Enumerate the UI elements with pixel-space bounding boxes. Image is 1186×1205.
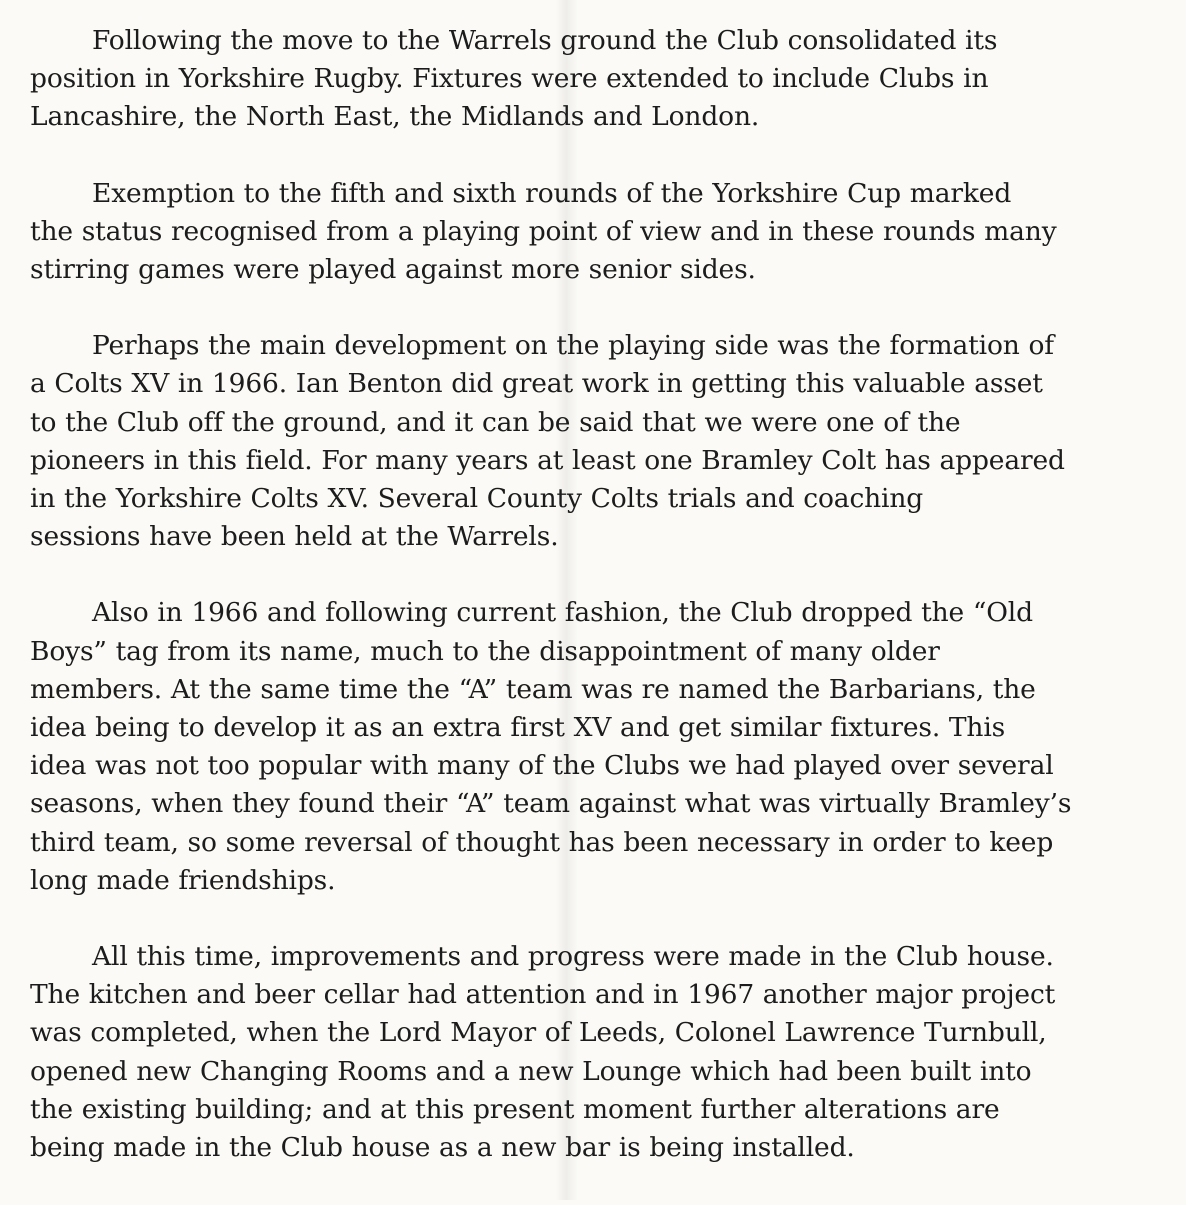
text-line: the existing building; and at this present moment further alterations are — [30, 1093, 1000, 1125]
text-line: in the Yorkshire Colts XV. Several County Colts trials and coaching — [30, 483, 924, 515]
paragraph-colts-xv — [30, 327, 1160, 556]
text-line: All this time, improvements and progress were made in the Club house. — [92, 941, 1054, 973]
paragraph-yorkshire-cup — [30, 175, 1160, 290]
text-line: being made in the Club house as a new bar is being installed. — [30, 1132, 855, 1164]
text-line: Exemption to the fifth and sixth rounds of the Yorkshire Cup marked — [92, 177, 1012, 209]
paragraph-club-house — [30, 938, 1160, 1167]
text-line: third team, so some reversal of thought has been necessary in order to keep — [30, 826, 1054, 858]
text-line: Also in 1966 and following current fashion, the Club dropped the “Old — [92, 597, 1033, 629]
text-line: Following the move to the Warrels ground the Club consolidated its — [92, 25, 998, 56]
text-line: long made friendships. — [30, 864, 336, 896]
text-line: the status recognised from a playing point of view and in these rounds many — [30, 215, 1057, 247]
text-line: Lancashire, the North East, the Midlands and London. — [30, 101, 760, 133]
text-line: The kitchen and beer cellar had attention and in 1967 another major project — [30, 979, 1056, 1011]
body-text — [30, 22, 1160, 1205]
text-line: sessions have been held at the Warrels. — [30, 521, 559, 553]
text-line: stirring games were played against more senior sides. — [30, 254, 756, 286]
text-line: idea being to develop it as an extra first XV and get similar fixtures. This — [30, 712, 1006, 744]
paragraph-warrels-ground — [30, 22, 1160, 137]
paragraph-old-boys-tag — [30, 594, 1160, 900]
text-line: position in Yorkshire Rugby. Fixtures were extended to include Clubs in — [30, 63, 989, 95]
text-line: members. At the same time the “A” team was re named the Barbarians, the — [30, 673, 1036, 705]
text-line: idea was not too popular with many of the Clubs we had played over several — [30, 750, 1054, 782]
text-line: pioneers in this field. For many years at least one Bramley Colt has appeared — [30, 444, 1065, 476]
text-line: Perhaps the main development on the playing side was the formation of — [92, 330, 1054, 362]
text-line: was completed, when the Lord Mayor of Leeds, Colonel Lawrence Turnbull, — [30, 1017, 1047, 1049]
text-line: Boys” tag from its name, much to the disappointment of many older — [30, 635, 940, 667]
text-line: to the Club off the ground, and it can be said that we were one of the — [30, 406, 961, 438]
text-line: a Colts XV in 1966. Ian Benton did great work in getting this valuable asset — [30, 368, 1043, 400]
text-line: opened new Changing Rooms and a new Lounge which had been built into — [30, 1055, 1032, 1087]
text-line: seasons, when they found their “A” team against what was virtually Bramley’s — [30, 788, 1072, 820]
